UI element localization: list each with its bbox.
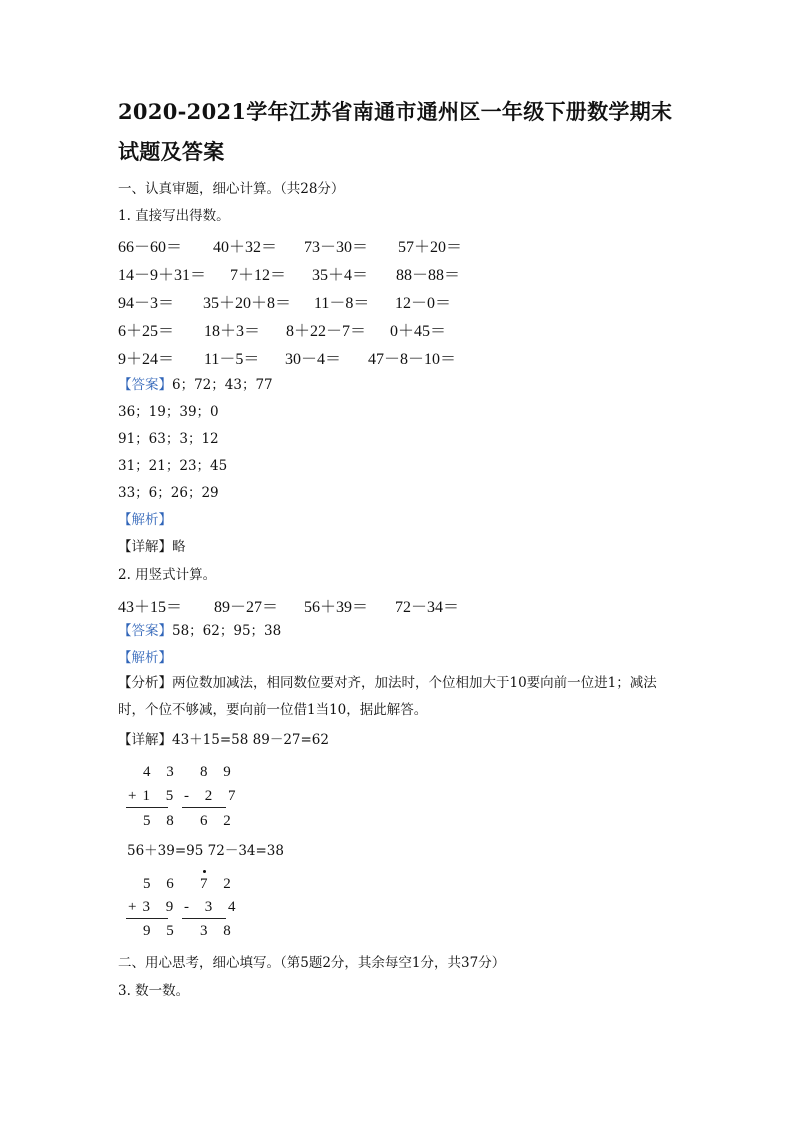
calc-item: 89－27＝ xyxy=(214,599,279,616)
calc-item: 6＋25＝ xyxy=(118,323,175,340)
calc-item: 40＋32＝ xyxy=(213,239,278,256)
answer-line-q2 xyxy=(118,622,281,640)
vc-top: 7 2 xyxy=(200,876,237,892)
calc-item: 8＋22－7＝ xyxy=(286,323,367,340)
calc-item: 14－9＋31＝ xyxy=(118,267,207,284)
section-2-heading: 二、用心思考，细心填写。（第5题2分，其余每空1分，共37分） xyxy=(118,955,506,971)
question-2-heading: 2. 用竖式计算。 xyxy=(118,567,217,583)
calc-item: 43＋15＝ xyxy=(118,599,183,616)
calc-item: 11－8＝ xyxy=(314,295,370,312)
calc-item: 73－30＝ xyxy=(304,239,369,256)
vc-top: 5 6 xyxy=(143,876,180,892)
analysis-label: 【解析】 xyxy=(118,512,172,528)
analysis-paragraph: 【分析】两位数加减法，相同数位要对齐，加法时，个位相加大于10要向前一位进1；减法时，个位不够减，要向前一位借1当10，据此解答。 xyxy=(118,675,657,718)
calc-item: 35＋4＝ xyxy=(312,267,369,284)
detail-line-1: 【详解】43＋15=58 89－27=62 xyxy=(118,732,329,748)
answer-line-2: 36；19；39；0 xyxy=(118,404,219,420)
answer-line-1 xyxy=(118,376,273,394)
calc-item: 11－5＝ xyxy=(204,351,260,368)
calc-item: 12－0＝ xyxy=(395,295,452,312)
detail-line-2: 56＋39=95 72－34=38 xyxy=(127,843,284,859)
answer-label: 【答案】 xyxy=(118,377,172,393)
question-1-heading: 1. 直接写出得数。 xyxy=(118,208,230,224)
calc-item: 88－88＝ xyxy=(396,267,461,284)
page-title: 2020-2021学年江苏省南通市通州区一年级下册数学期末试题及答案 xyxy=(118,99,673,164)
answer-text: 58；62；95；38 xyxy=(172,623,282,639)
answer-label: 【答案】 xyxy=(118,623,172,639)
vc-result: 3 8 xyxy=(200,923,237,939)
vc-line xyxy=(126,807,168,808)
vc-middle: +1 5 xyxy=(128,788,180,804)
vc-line xyxy=(182,918,226,919)
analysis-label: 【解析】 xyxy=(118,650,172,666)
calc-item: 18＋3＝ xyxy=(204,323,261,340)
detail-line: 【详解】略 xyxy=(118,539,186,555)
vc-line xyxy=(126,918,168,919)
answer-text: 6；72；43；77 xyxy=(172,377,273,393)
vc-result: 5 8 xyxy=(143,813,180,829)
calc-item: 66－60＝ xyxy=(118,239,183,256)
calc-item: 30－4＝ xyxy=(285,351,342,368)
vc-middle: - 2 7 xyxy=(184,788,242,804)
calc-item: 94－3＝ xyxy=(118,295,175,312)
vc-top: 4 3 xyxy=(143,764,180,780)
calc-item: 57＋20＝ xyxy=(398,239,463,256)
calc-item: 7＋12＝ xyxy=(230,267,287,284)
calc-item: 47－8－10＝ xyxy=(368,351,457,368)
borrow-dot-mark xyxy=(203,870,206,873)
answer-line-5: 33；6；26；29 xyxy=(118,485,219,501)
vc-result: 9 5 xyxy=(143,923,180,939)
vc-result: 6 2 xyxy=(200,813,237,829)
question-3-heading: 3. 数一数。 xyxy=(118,983,190,999)
calc-item: 9＋24＝ xyxy=(118,351,175,368)
vc-middle: - 3 4 xyxy=(184,899,242,915)
calc-item: 0＋45＝ xyxy=(390,323,447,340)
calc-item: 72－34＝ xyxy=(395,599,460,616)
vc-top: 8 9 xyxy=(200,764,237,780)
section-1-heading: 一、认真审题，细心计算。（共28分） xyxy=(118,181,345,197)
vc-line xyxy=(182,807,226,808)
answer-line-3: 91；63；3；12 xyxy=(118,431,219,447)
calc-item: 56＋39＝ xyxy=(304,599,369,616)
calc-item: 35＋20＋8＝ xyxy=(203,295,292,312)
vc-middle: +3 9 xyxy=(128,899,180,915)
answer-line-4: 31；21；23；45 xyxy=(118,458,228,474)
